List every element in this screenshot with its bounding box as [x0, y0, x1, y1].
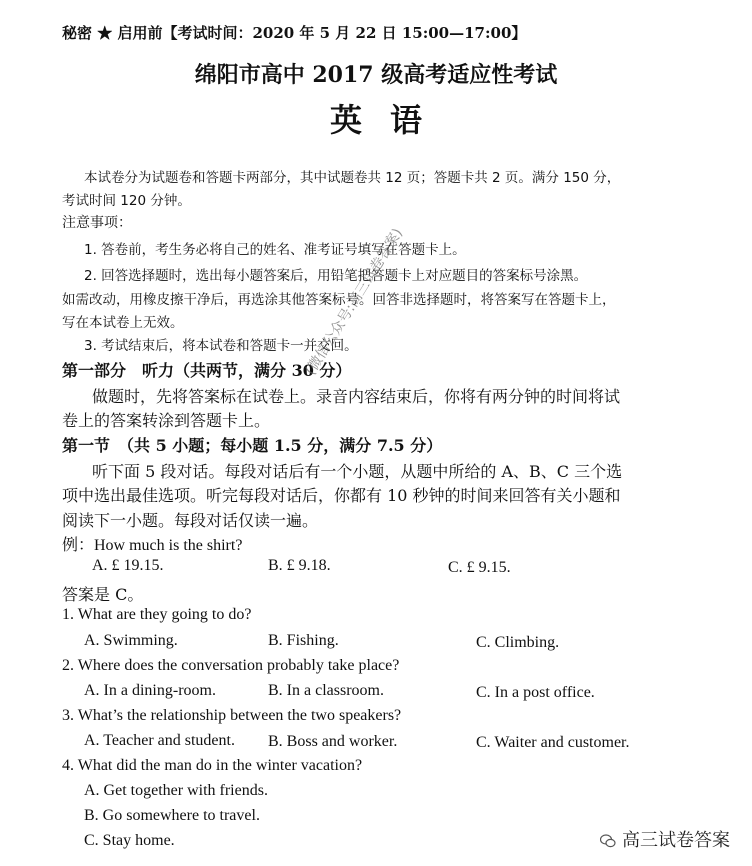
part1-heading: 第一部分 听力（共两节，满分 30 分） — [62, 361, 352, 380]
section1-instruction-1: 听下面 5 段对话。每段对话后有一个小题，从题中所给的 A、B、C 三个选 — [92, 462, 623, 481]
section1-instruction-3: 阅读下一小题。每段对话仅读一遍。 — [62, 511, 319, 530]
section1-instruction-2: 项中选出最佳选项。听完每段对话后，你都有 10 秒钟的时间来回答有关小题和 — [62, 486, 621, 505]
q1-option-a: A. Swimming. — [84, 632, 178, 649]
q3-option-a: A. Teacher and student. — [84, 732, 235, 749]
exam-title: 绵阳市高中 2017 级高考适应性考试 — [194, 62, 558, 88]
q2-option-b: B. In a classroom. — [268, 682, 384, 699]
intro-line-2: 考试时间 120 分钟。 — [62, 193, 191, 209]
example-option-a: A. £ 19.15. — [92, 557, 164, 574]
q2-option-c: C. In a post office. — [476, 684, 595, 701]
notice-item-2-end: 写在本试卷上无效。 — [62, 315, 184, 331]
question-1: 1. What are they going to do? — [62, 606, 252, 623]
watermark-text: (微信公众号:高三试卷答案) — [302, 225, 407, 379]
q1-option-b: B. Fishing. — [268, 632, 339, 649]
notice-item-2-cont: 如需改动，用橡皮擦干净后，再选涂其他答案标号。回答非选择题时，将答案写在答题卡上， — [62, 292, 616, 308]
q3-option-b: B. Boss and worker. — [268, 733, 398, 750]
q2-option-a: A. In a dining-room. — [84, 682, 216, 699]
part1-instruction-1: 做题时，先将答案标在试卷上。录音内容结束后，你将有两分钟的时间将试 — [92, 387, 621, 406]
q4-option-b: B. Go somewhere to travel. — [84, 807, 260, 824]
q4-option-c: C. Stay home. — [84, 832, 175, 849]
part1-instruction-2: 卷上的答案转涂到答题卡上。 — [62, 411, 271, 430]
wechat-icon — [600, 833, 616, 849]
section1-heading: 第一节 （共 5 小题；每小题 1.5 分，满分 7.5 分） — [62, 436, 443, 455]
notice-item-2: 2. 回答选择题时，选出每小题答案后，用铅笔把答题卡上对应题目的答案标号涂黑。 — [84, 268, 588, 284]
q4-option-a: A. Get together with friends. — [84, 782, 268, 799]
example-answer: 答案是 C。 — [62, 585, 144, 604]
question-4: 4. What did the man do in the winter vacation? — [62, 757, 363, 774]
example-option-c: C. £ 9.15. — [448, 559, 511, 576]
wechat-label: 高三试卷答案 — [622, 830, 730, 851]
q3-option-c: C. Waiter and customer. — [476, 734, 630, 751]
q1-option-c: C. Climbing. — [476, 634, 560, 651]
intro-line-1: 本试卷分为试题卷和答题卡两部分，其中试题卷共 12 页；答题卡共 2 页。满分 150 分， — [84, 170, 621, 186]
wechat-badge — [600, 826, 730, 852]
example-option-b: B. £ 9.18. — [268, 557, 331, 574]
notice-title: 注意事项： — [62, 215, 132, 231]
example-question: 例：How much is the shirt? — [62, 537, 243, 554]
subject-title: 英语 — [329, 101, 450, 139]
notice-item-1: 1. 答卷前，考生务必将自己的姓名、准考证号填写在答题卡上。 — [84, 242, 466, 258]
question-2: 2. Where does the conversation probably take place? — [62, 657, 400, 674]
notice-item-3: 3. 考试结束后，将本试卷和答题卡一并交回。 — [84, 338, 358, 354]
confidential-line: 秘密 ★ 启用前【考试时间：2020 年 5 月 22 日 15:00—17:00】 — [62, 24, 527, 42]
question-3: 3. What’s the relationship between the two speakers? — [62, 707, 402, 724]
